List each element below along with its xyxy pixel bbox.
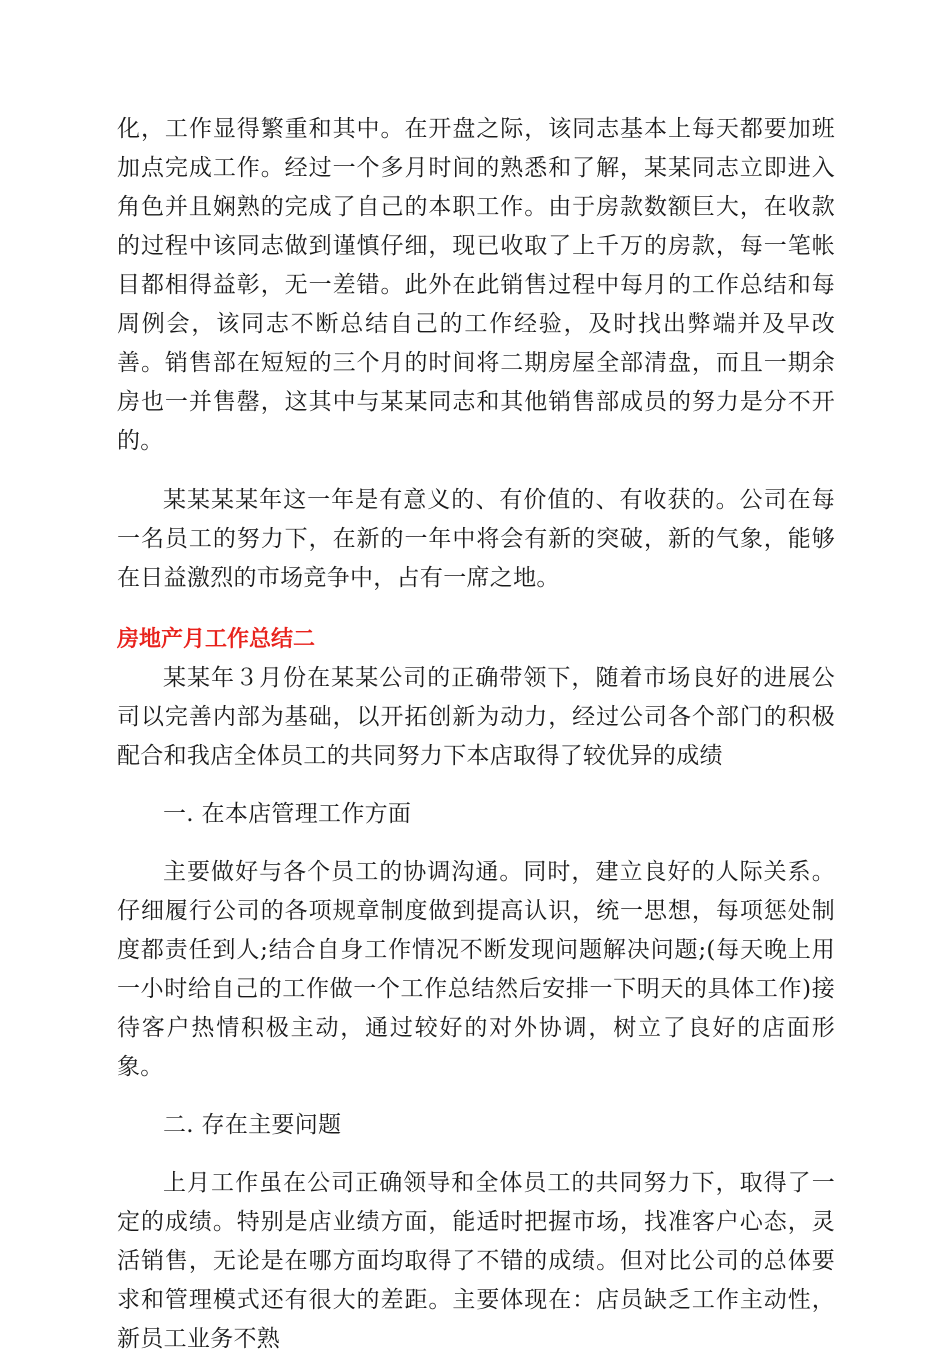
paragraph-sales-work: 化，工作显得繁重和其中。在开盘之际，该同志基本上每天都要加班加点完成工作。经过一个多月时间的熟悉和了解，某某同志立即进入角色并且娴熟的完成了自己的本职工作。由于房款数额巨大，在收款的过程中该同志做到谨慎仔细，现已收取了上千万的房款，每一笔帐目都相得益彰，无一差错。此外在此销售过程中每月的工作总结和每周例会，该同志不断总结自己的工作经验，及时找出弊端并及早改善。销售部在短短的三个月的时间将二期房屋全部清盘，而且一期余房也一并售罄，这其中与某某同志和其他销售部成员的努力是分不开的。 <box>117 116 835 454</box>
paragraph-march-intro: 某某年３月份在某某公司的正确带领下，随着市场良好的进展公司以完善内部为基础，以开拓创新为动力，经过公司各个部门的积极配合和我店全体员工的共同努力下本店取得了较优异的成绩 <box>117 665 835 769</box>
paragraph-management: 主要做好与各个员工的协调沟通。同时，建立良好的人际关系。仔细履行公司的各项规章制度做到提高认识，统一思想，每项惩处制度都责任到人;结合自身工作情况不断发现问题解决问题;(每天晚上用一小时给自己的工作做一个工作总结然后安排一下明天的具体工作)接待客户热情积极主动，通过较好的对外协调，树立了良好的店面形象。 <box>117 859 835 1080</box>
paragraph-problems: 上月工作虽在公司正确领导和全体员工的共同努力下，取得了一定的成绩。特别是店业绩方面，能适时把握市场，找准客户心态，灵活销售，无论是在哪方面均取得了不错的成绩。但对比公司的总体要求和管理模式还有很大的差距。主要体现在：店员缺乏工作主动性，新员工业务不熟 <box>117 1170 835 1352</box>
paragraph-year-summary: 某某某某年这一年是有意义的、有价值的、有收获的。公司在每一名员工的努力下，在新的一年中将会有新的突破，新的气象，能够在日益激烈的市场竞争中，占有一席之地。 <box>117 487 835 591</box>
subheading-management: 一. 在本店管理工作方面 <box>163 801 412 827</box>
section-heading: 房地产月工作总结二 <box>117 627 316 652</box>
subheading-problems: 二. 存在主要问题 <box>163 1112 342 1138</box>
